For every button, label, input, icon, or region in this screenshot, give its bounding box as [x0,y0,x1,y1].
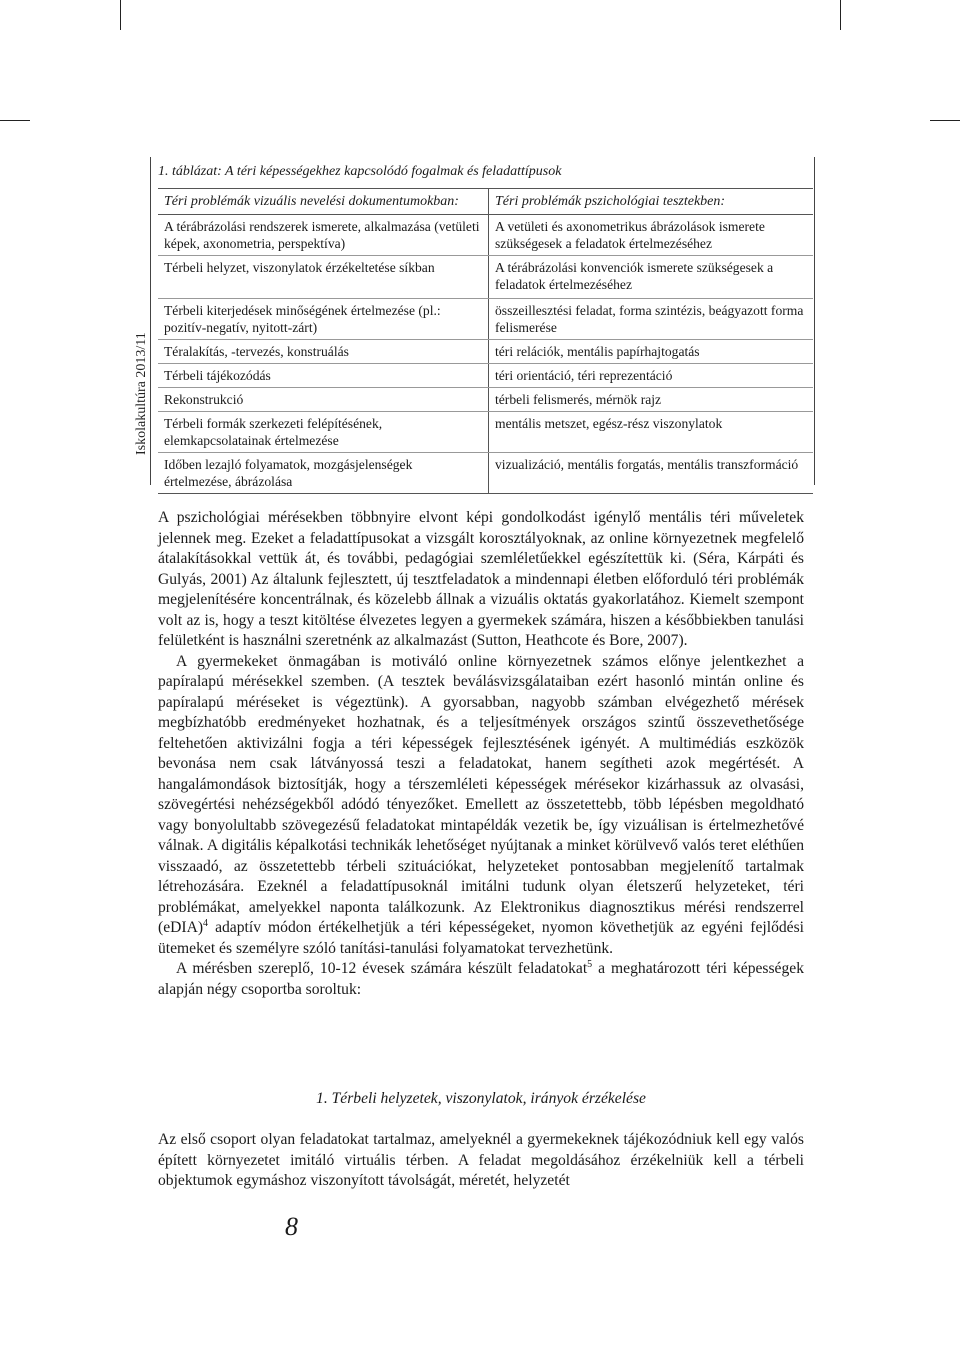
table-cell: mentális metszet, egész-rész viszonylatok [489,412,814,453]
table-cell: Térbeli formák szerkezeti felépítésének, elemkapcsolatainak értelmezése [158,412,489,453]
table-cell: A vetületi és axonometrikus ábrázolások ismerete szükségesek a feladatok értelmezéséhez [489,215,814,256]
footnote-marker: 5 [587,958,593,970]
table-caption: 1. táblázat: A téri képességekhez kapcsolódó fogalmak és feladattípusok [158,164,562,179]
paragraph: Az első csoport olyan feladatokat tartalmaz, amelyeknél a gyermekeknek tájékozódniuk kell egy valós épített környezetet imitáló virtuális térben. A feladat megoldásához érzékelniük kell a térbeli objektumok egymáshoz viszonyított távolságát, méretét, helyzetét [158,1131,804,1189]
section-heading: 1. Térbeli helyzetek, viszonylatok, irányok érzékelése [316,1090,646,1107]
crop-mark [0,120,30,121]
table-header-col1: Téri problémák vizuális nevelési dokumentumokban: [158,189,489,215]
table-header-col2: Téri problémák pszichológiai tesztekben: [489,189,814,215]
table-row [158,340,813,364]
table-cell: Térbeli helyzet, viszonylatok érzékeltetése síkban [158,256,489,299]
paragraph-text: A gyermekeket önmagában is motiváló online környezetnek számos előnye jelentkezhet a papíralapú mérésekkel szemben. (A tesztek beválásvizsgálataiban ezért hasonló mintán online és papíralapú méréseket is végeztünk). A gyorsabban, nagyobb számban elvégezhető mérések megbízhatóbb eredményeket hozhatnak, és a teljesítmények országos szintű összevethetősége feltehetően aktivizálni fogja a téri képességek fejlesztésének igényét. A multimédiás eszközök bevonása nem csak látványossá teszi a feladatokat, hanem segítheti azok megértését. A hangalámondások biztosítják, hogy a térszemléleti képességek mérésekor kizárhassuk az olvasási, szövegértési nehézségekből adódó tényezőket. Emellett az összetettebb, több lépésben megoldható vagy bonyolultabb szövegezésű feladatokat mintapéldák vezetik be, így vizuálisan is értelmezhetővé válnak. A digitális képalkotási technikák lehetőséget nyújtanak a minket körülvevő valós teret eléthűen visszaadó, az összetettebb térbeli szituációkat, helyzeteket pontosabban megjelenítő tartalmak létrehozására. Ezeknél a feladattípusoknál imitálni tudunk olyan életszerű helyzeteket, téri problémákat, amelyekkel naponta találkozunk. Az Elektronikus diagnosztikus mérési rendszerrel (eDIA) [158,652,804,936]
paragraph [158,959,804,1000]
main-body [158,508,804,1000]
journal-sidebar [120,155,150,485]
table-row [158,364,813,388]
paragraph-text: adaptív módon értékelhetjük a téri képességeket, nyomon követhetjük az egyéni fejlődési ütemeket és személyre szóló tanítási-tanulási folyamatokat tervezhetünk. [158,919,804,957]
paragraph-text: A mérésben szereplő, 10-12 évesek számára készült feladatokat [176,960,588,977]
table-row [158,256,813,299]
journal-label: Iskolakultúra 2013/11 [134,332,149,455]
table-cell: Téralakítás, -tervezés, konstruálás [158,340,489,364]
crop-mark [120,0,121,30]
paragraph-text: a meghatározott téri képességek alapján négy csoportba soroltuk: [158,960,804,998]
table-row [158,412,813,453]
table-cell: A térábrázolási konvenciók ismerete szükségesek a feladatok értelmezéséhez [489,256,814,299]
table-cell: Térbeli kiterjedések minőségének értelmezése (pl.: pozitív-negatív, nyitott-zárt) [158,299,489,340]
table-row [158,215,813,256]
table-cell: Rekonstrukció [158,388,489,412]
table-cell: téri relációk, mentális papírhajtogatás [489,340,814,364]
table-cell: térbeli felismerés, mérnök rajz [489,388,814,412]
section-body [158,1130,804,1192]
sidebar-divider [150,157,151,485]
table-row [158,388,813,412]
table-cell: Időben lezajló folyamatok, mozgásjelenségek értelmezése, ábrázolása [158,453,489,494]
page-number: 8 [285,1212,298,1241]
footnote-marker: 4 [203,917,209,929]
table-right-border [814,157,815,485]
table-cell: téri orientáció, téri reprezentáció [489,364,814,388]
crop-mark [840,0,841,30]
paragraph [158,652,804,960]
concepts-table [158,188,813,494]
table-cell: összeillesztési feladat, forma szintézis, beágyazott forma felismerése [489,299,814,340]
table-cell: Térbeli tájékozódás [158,364,489,388]
table-cell: A térábrázolási rendszerek ismerete, alkalmazása (vetületi képek, axonometria, perspektíva) [158,215,489,256]
paragraph: A pszichológiai mérésekben többnyire elvont képi gondolkodást igénylő mentális téri műveletek jelennek meg. Ezeket a feladattípusokat a vizsgált korosztályoknak, az online környezetnek megfelelő átalakításokkal vettük át, és további, pedagógiai szemléletűekkel egészítettük ki. (Séra, Kárpáti és Gulyás, 2001) Az általunk fejlesztett, új tesztfeladatok a mindennapi életben előforduló téri problémák megjelenítésére koncentrálnak, és közelebb állnak a vizuális oktatás gyakorlatához. Kiemelt szempont volt az is, hogy a teszt kitöltése élvezetes legyen a gyermekek számára, hiszen a későbbiekben tanulási felületként is használni szeretnénk az alkalmazást (Sutton, Heathcote és Bore, 2007). [158,509,804,649]
table-row [158,453,813,494]
table-cell: vizualizáció, mentális forgatás, mentális transzformáció [489,453,814,494]
crop-mark [930,120,960,121]
table-row [158,299,813,340]
